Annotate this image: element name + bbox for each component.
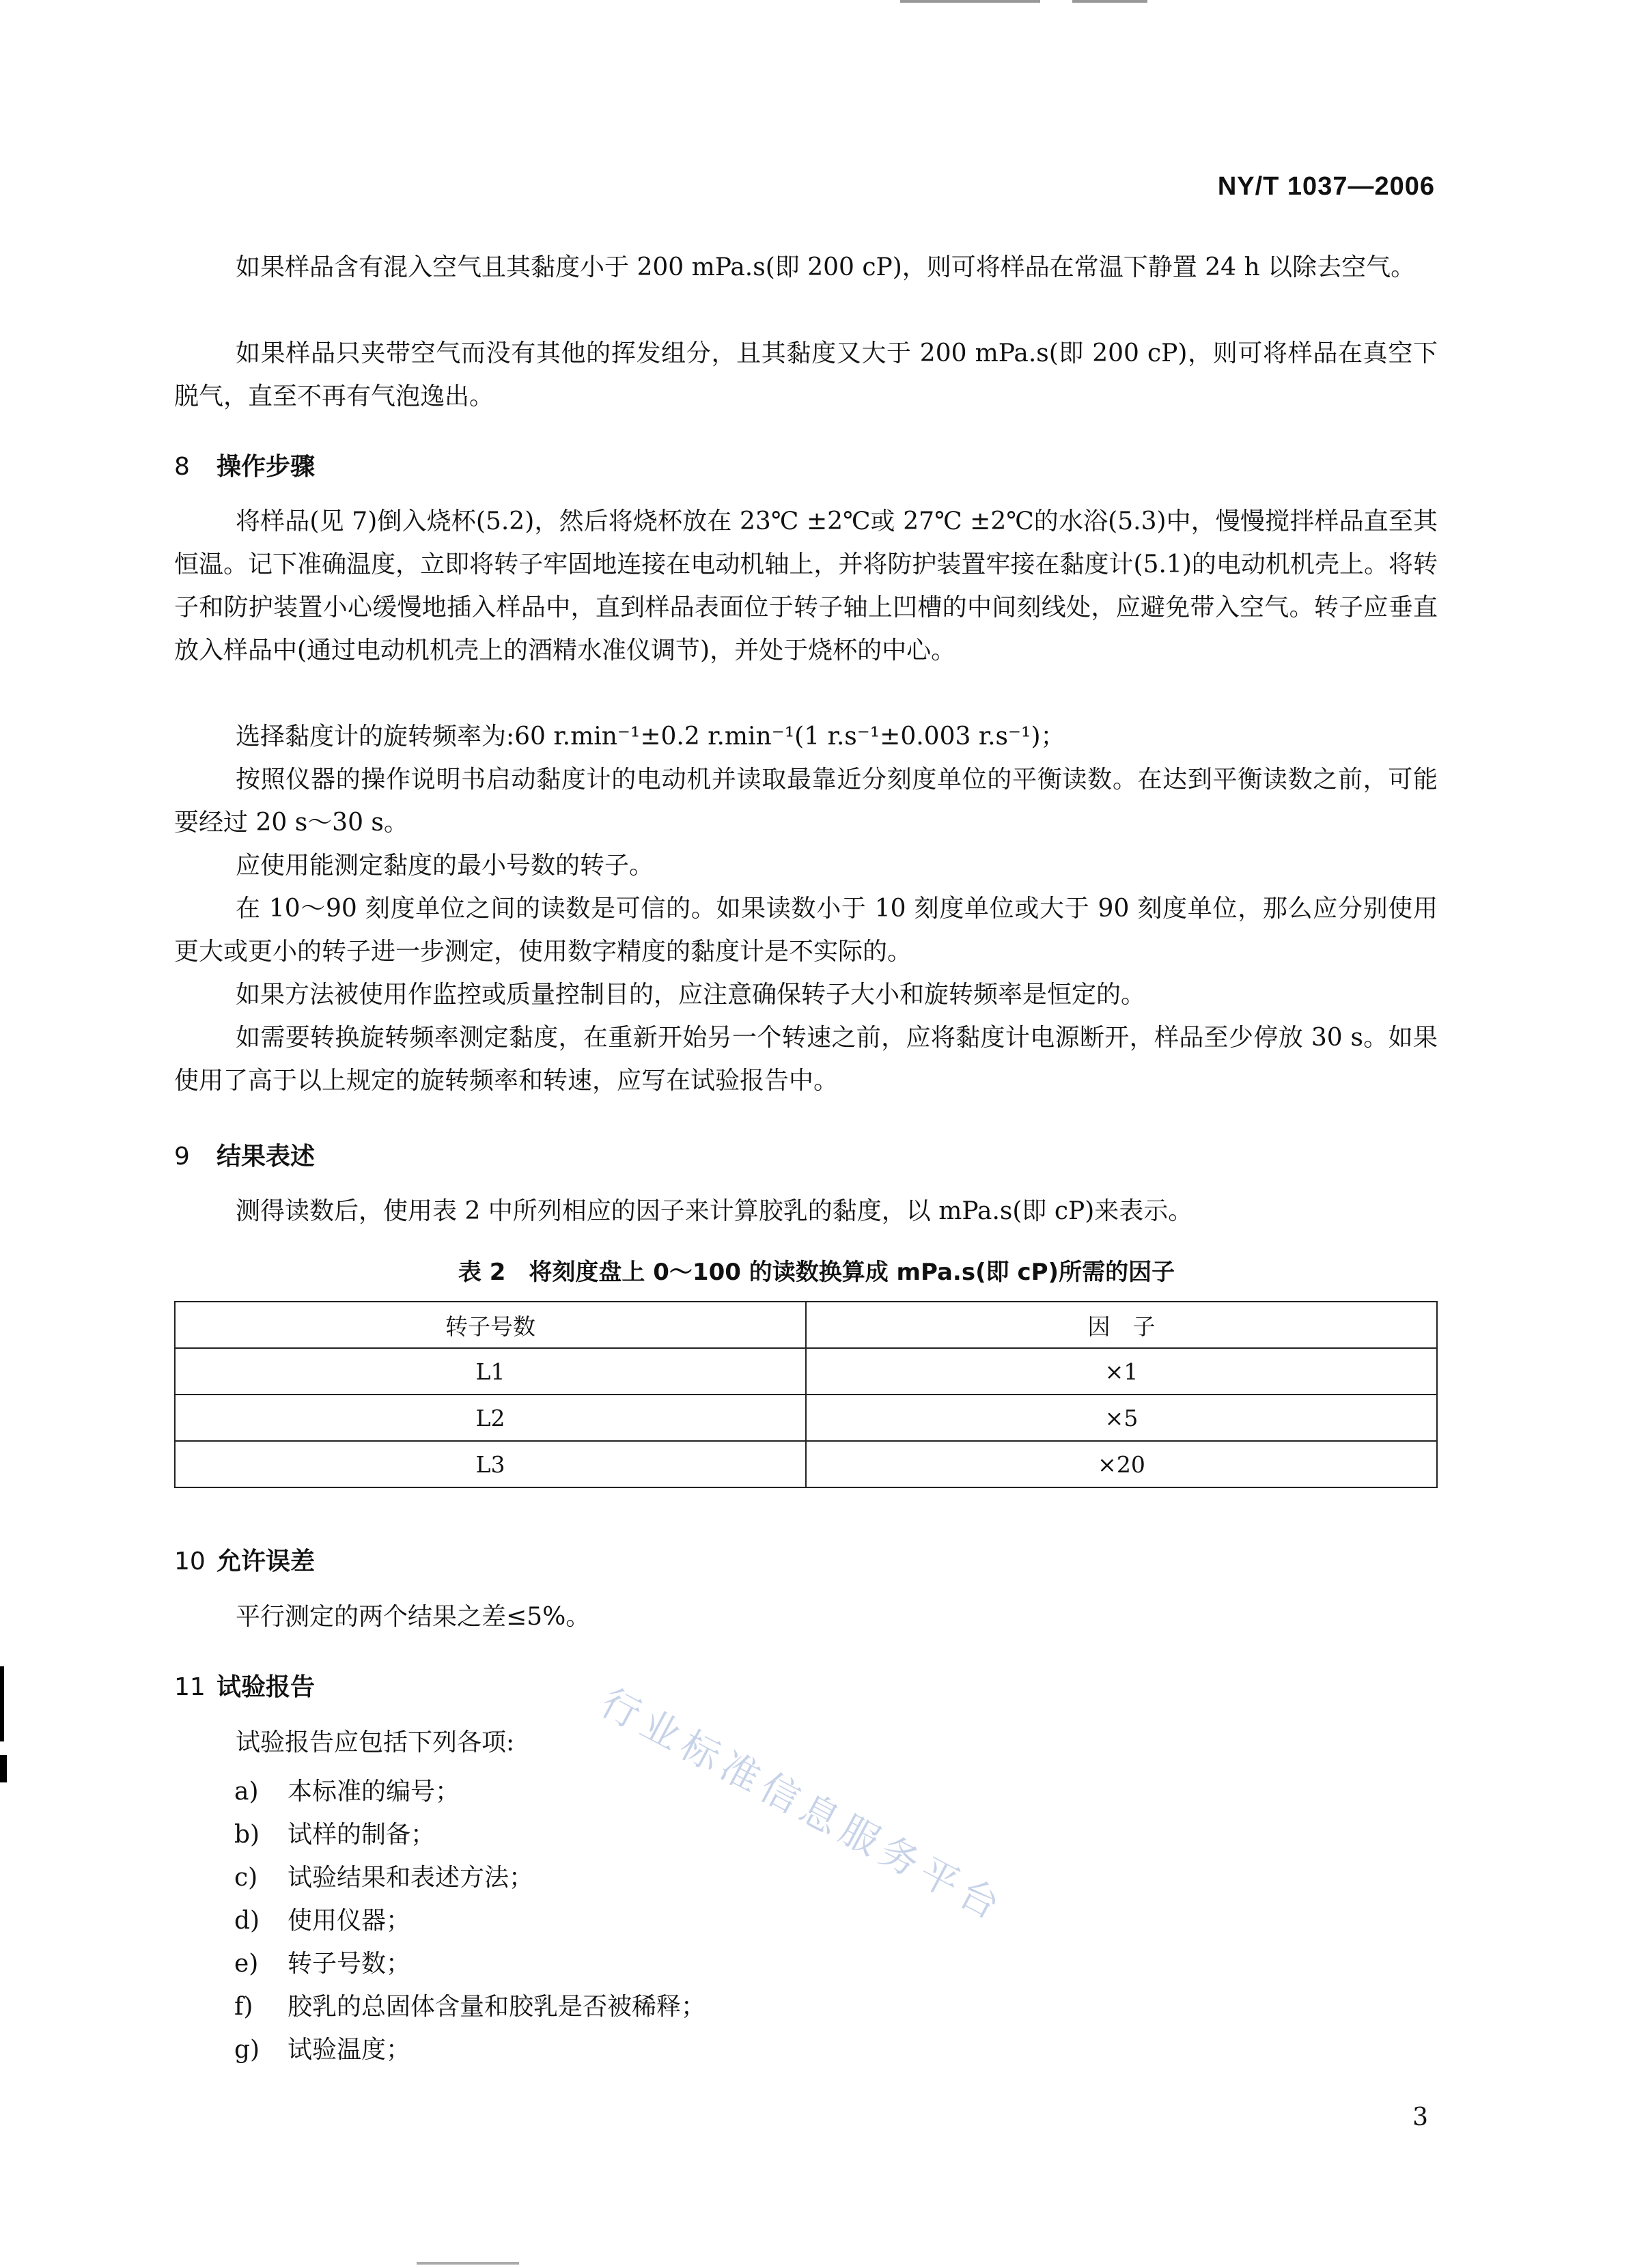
list-item bbox=[234, 1901, 410, 1936]
section-11-intro: 试验报告应包括下列各项: bbox=[236, 1728, 515, 1756]
section-number: 10 bbox=[174, 1548, 206, 1576]
column-header-factor: 因 子 bbox=[806, 1302, 1437, 1348]
list-marker: d) bbox=[234, 1907, 260, 1935]
standard-code: NY/T 1037—2006 bbox=[1217, 172, 1435, 201]
rotor-cell: L1 bbox=[175, 1348, 806, 1395]
factor-table bbox=[174, 1301, 1438, 1488]
section-number: 8 bbox=[174, 453, 190, 481]
factor-cell: ×5 bbox=[806, 1395, 1437, 1441]
scan-mark-top-2 bbox=[1072, 0, 1147, 3]
factor-cell: ×20 bbox=[806, 1441, 1437, 1487]
section-8-paragraph-2: 选择黏度计的旋转频率为:60 r.min⁻¹±0.2 r.min⁻¹(1 r.s⁻¹±0.003 r.s⁻¹)； bbox=[236, 723, 1065, 751]
list-text: 使用仪器； bbox=[288, 1907, 411, 1935]
table-row bbox=[175, 1348, 1437, 1395]
section-10-paragraph: 平行测定的两个结果之差≤5%。 bbox=[236, 1603, 591, 1631]
list-item bbox=[234, 1858, 533, 1893]
section-number: 9 bbox=[174, 1143, 190, 1171]
section-8-heading bbox=[174, 447, 315, 482]
section-8-paragraph-5: 在 10～90 刻度单位之间的读数是可信的。如果读数小于 10 刻度单位或大于 90 刻度单位，那么应分别使用更大或更小的转子进一步测定，使用数字精度的黏度计是不实际的。 bbox=[174, 895, 1438, 966]
list-text: 试验温度； bbox=[288, 2036, 411, 2064]
list-text: 转子号数； bbox=[288, 1950, 411, 1978]
list-item bbox=[234, 1815, 435, 1850]
list-marker: f) bbox=[234, 1993, 253, 2021]
section-title: 结果表述 bbox=[217, 1143, 316, 1171]
watermark: 行业标准信息服务平台 bbox=[593, 1680, 1013, 1931]
table-row bbox=[175, 1441, 1437, 1487]
list-text: 本标准的编号； bbox=[288, 1778, 460, 1806]
list-marker: g) bbox=[234, 2036, 260, 2064]
list-item bbox=[234, 1944, 410, 1979]
scan-mark-top bbox=[900, 0, 1040, 3]
table-header-row bbox=[175, 1302, 1437, 1348]
list-marker: c) bbox=[234, 1864, 258, 1892]
section-9-heading bbox=[174, 1137, 315, 1172]
column-header-rotor: 转子号数 bbox=[175, 1302, 806, 1348]
list-text: 胶乳的总固体含量和胶乳是否被稀释； bbox=[288, 1993, 706, 2021]
binding-mark bbox=[0, 1755, 7, 1782]
list-text: 试验结果和表述方法； bbox=[288, 1864, 534, 1892]
rotor-cell: L3 bbox=[175, 1441, 806, 1487]
table-row bbox=[175, 1395, 1437, 1441]
list-marker: e) bbox=[234, 1950, 259, 1978]
list-item bbox=[234, 2030, 410, 2065]
factor-cell: ×1 bbox=[806, 1348, 1437, 1395]
list-text: 试样的制备； bbox=[288, 1821, 436, 1849]
binding-mark bbox=[0, 1666, 4, 1741]
page-number: 3 bbox=[1412, 2103, 1428, 2131]
section-11-heading bbox=[174, 1668, 315, 1703]
section-8-paragraph-6: 如果方法被使用作监控或质量控制目的，应注意确保转子大小和旋转频率是恒定的。 bbox=[236, 981, 1146, 1009]
section-title: 试验报告 bbox=[217, 1673, 316, 1701]
scan-mark-bottom bbox=[417, 2262, 519, 2265]
table-2-caption: 表 2 将刻度盘上 0～100 的读数换算成 mPa.s(即 cP)所需的因子 bbox=[458, 1259, 1175, 1286]
list-item bbox=[234, 1772, 460, 1807]
section-title: 允许误差 bbox=[217, 1548, 316, 1576]
section-9-paragraph: 测得读数后，使用表 2 中所列相应的因子来计算胶乳的黏度，以 mPa.s(即 cP)来表示。 bbox=[236, 1197, 1193, 1225]
list-item bbox=[234, 1987, 706, 2022]
section-number: 11 bbox=[174, 1673, 206, 1701]
section-10-heading bbox=[174, 1542, 315, 1577]
list-marker: b) bbox=[234, 1821, 260, 1849]
intro-paragraph-2: 如果样品只夹带空气而没有其他的挥发组分，且其黏度又大于 200 mPa.s(即 200 cP)，则可将样品在真空下脱气，直至不再有气泡逸出。 bbox=[174, 339, 1438, 410]
section-8-paragraph-3: 按照仪器的操作说明书启动黏度计的电动机并读取最靠近分刻度单位的平衡读数。在达到平衡读数之前，可能要经过 20 s～30 s。 bbox=[174, 766, 1438, 837]
section-8-paragraph-4: 应使用能测定黏度的最小号数的转子。 bbox=[236, 852, 654, 880]
rotor-cell: L2 bbox=[175, 1395, 806, 1441]
section-8-paragraph-1: 将样品(见 7)倒入烧杯(5.2)，然后将烧杯放在 23℃ ±2℃或 27℃ ±2℃的水浴(5.3)中，慢慢搅拌样品直至其恒温。记下准确温度，立即将转子牢固地连接在电动机轴上，并将防护装置牢接在黏度计(5.1)的电动机机壳上。将转子和防护装置小心缓慢地插入样品中，直到样品表面位于转子轴上凹槽的中间刻线处，应避免带入空气。转子应垂直放入样品中(通过电动机机壳上的酒精水准仪调节)，并处于烧杯的中心。 bbox=[174, 507, 1438, 664]
list-marker: a) bbox=[234, 1778, 259, 1806]
section-8-paragraph-7: 如需要转换旋转频率测定黏度，在重新开始另一个转速之前，应将黏度计电源断开，样品至少停放 30 s。如果使用了高于以上规定的旋转频率和转速，应写在试验报告中。 bbox=[174, 1024, 1438, 1095]
intro-paragraph-1: 如果样品含有混入空气且其黏度小于 200 mPa.s(即 200 cP)，则可将样品在常温下静置 24 h 以除去空气。 bbox=[236, 253, 1416, 281]
section-title: 操作步骤 bbox=[217, 453, 316, 481]
